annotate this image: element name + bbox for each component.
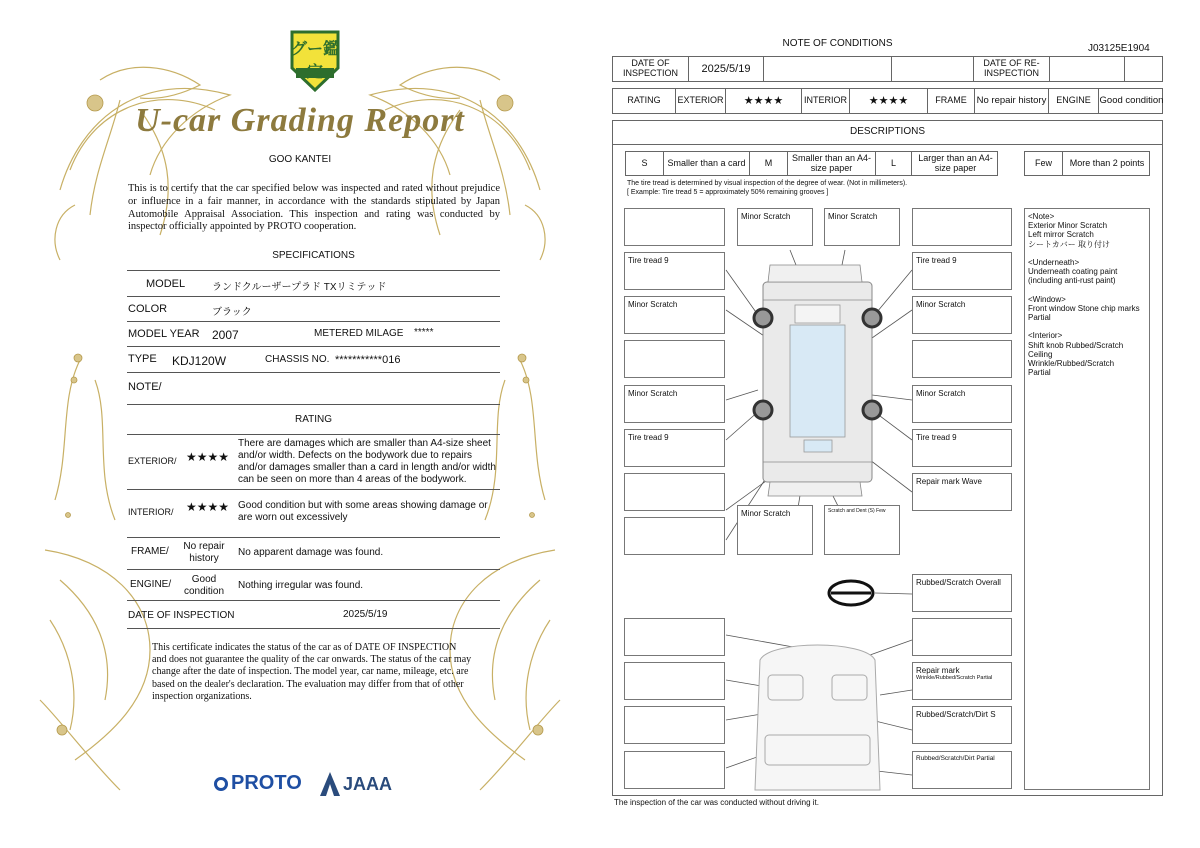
exterior-description: There are damages which are smaller than A4-size sheet and/or width. Defects on the bodywork due to repairs and/or damages smaller than a card in length and/or width can be seen on more than 4 areas of the bodywork.: [238, 438, 496, 485]
legend-m-desc: Smaller than an A4-size paper: [788, 152, 876, 175]
interior-stars: ★★★★: [850, 89, 928, 113]
color-value: ブラック: [212, 307, 252, 318]
ext-box-1: [624, 208, 725, 246]
exterior-label: EXTERIOR/: [128, 456, 177, 466]
ext-box-bottom-left: Minor Scratch: [737, 505, 813, 555]
chassis-label: CHASSIS NO.: [265, 354, 330, 365]
int-box-right-2-line2: Wrinkle/Rubbed/Scratch Partial: [916, 675, 993, 682]
engine-label: ENGINE: [1049, 89, 1099, 113]
ext-box-left-tire-rear: Tire tread 9: [624, 429, 725, 467]
legend-l: L: [876, 152, 912, 175]
specifications-heading: SPECIFICATIONS: [272, 250, 355, 261]
document-code: J03125E1904: [1088, 43, 1150, 54]
ext-box-left-6: [624, 473, 725, 511]
badge-text: グー鑑定: [290, 41, 339, 81]
color-label: COLOR: [128, 303, 168, 315]
ext-box-right-7: Repair mark Wave: [912, 473, 1012, 511]
conditions-title: NOTE OF CONDITIONS: [782, 38, 893, 49]
engine-value: Good condition: [183, 574, 225, 597]
notes-panel: <Note> Exterior Minor Scratch Left mirror Scratch シートカバー 取り付け <Underneath> Underneath coating paint (including anti-rust paint) <Window> Front window Stone chip marks Partial <Interior> Shift knob Rubbed/Scratch Ceiling Wrinkle/Rubbed/Scratch Partial: [1024, 208, 1150, 790]
intro-text: This is to certify that the car specified below was inspected and rated without prejudice or influence in a fair manner, in accordance with the standards stipulated by Japan Automobile Appraisal Association. This inspection and rating was conducted by inspector officially appointed by PROTO cooperation.: [128, 183, 500, 233]
int-box-left-3: [624, 706, 725, 744]
legend-s-desc: Smaller than a card: [664, 152, 750, 175]
note-of-conditions: [600, 0, 1200, 848]
jaaa-logo: [320, 772, 392, 796]
int-box-left-2: [624, 662, 725, 700]
engine-description: Nothing irregular was found.: [238, 580, 364, 591]
model-label: MODEL: [146, 278, 186, 290]
date-of-inspection-value: 2025/5/19: [689, 57, 764, 81]
frame-label: FRAME/: [131, 546, 169, 557]
ext-box-top-right: Minor Scratch: [824, 208, 900, 246]
frame-description: No apparent damage was found.: [238, 547, 384, 558]
certificate-footer: This certificate indicates the status of the car as of DATE OF INSPECTION and does not guarantee the quality of the car onwards. The status of the car may change after the date of inspection. The model year, car name, mileage, etc. are based on the dealer's declaration. The evaluation may differ from that of other inspection organizations.: [152, 642, 472, 702]
ext-box-bottom-right: Scratch and Dent (S) Few: [824, 505, 900, 555]
legend-m: M: [750, 152, 788, 175]
conditions-footer: The inspection of the car was conducted without driving it.: [614, 798, 819, 807]
metered-milage-label: METERED MILAGE: [314, 328, 404, 339]
goo-kantei-badge: [288, 30, 342, 92]
rating-label: RATING: [613, 89, 676, 113]
rating-heading: RATING: [294, 414, 333, 425]
int-box-right-4: Rubbed/Scratch/Dirt Partial: [912, 751, 1012, 789]
legend-few-desc: More than 2 points: [1069, 157, 1145, 168]
frame-value: No repair history: [975, 89, 1049, 113]
date-value: 2025/5/19: [343, 609, 388, 620]
ext-box-left-tire-front: Tire tread 9: [624, 252, 725, 290]
proto-logo-icon: [214, 777, 228, 791]
int-box-left-4: [624, 751, 725, 789]
int-box-left-1: [624, 618, 725, 656]
legend-s: S: [626, 152, 664, 175]
date-of-reinspection-label: DATE OF RE-INSPECTION: [974, 57, 1050, 81]
ext-box-2: [912, 208, 1012, 246]
report-subtitle: GOO KANTEI: [268, 154, 332, 165]
ext-box-right-4: Minor Scratch: [912, 385, 1012, 423]
engine-value: Good condition: [1099, 94, 1164, 106]
frame-label: FRAME: [928, 89, 975, 113]
ext-box-left-4: Minor Scratch: [624, 385, 725, 423]
note-label: NOTE/: [128, 381, 162, 393]
model-value: ランドクルーザープラド TXリミテッド: [212, 282, 387, 293]
engine-label: ENGINE/: [130, 579, 172, 590]
legend-few: Few: [1025, 152, 1063, 175]
interior-label: INTERIOR: [802, 89, 850, 113]
type-value: KDJ120W: [172, 354, 227, 368]
proto-logo-text: PROTO: [231, 772, 302, 794]
ext-box-left-2: Minor Scratch: [624, 296, 725, 334]
int-box-right-3: Rubbed/Scratch/Dirt S: [912, 706, 1012, 744]
int-box-right-2-line1: Repair mark: [916, 666, 960, 675]
ext-box-right-2: Minor Scratch: [912, 296, 1012, 334]
ext-box-left-7: [624, 517, 725, 555]
ext-box-left-3: [624, 340, 725, 378]
exterior-label: EXTERIOR: [676, 89, 726, 113]
legend-l-desc: Larger than an A4-size paper: [918, 152, 993, 173]
model-year-label: MODEL YEAR: [128, 328, 200, 340]
ext-box-top-left: Minor Scratch: [737, 208, 813, 246]
interior-label: INTERIOR/: [128, 507, 174, 517]
model-year-value: 2007: [212, 328, 239, 342]
date-of-inspection-label: DATE OF INSPECTION: [613, 57, 689, 81]
ext-box-right-tire-front: Tire tread 9: [912, 252, 1012, 290]
jaaa-logo-icon: [320, 772, 340, 796]
date-label: DATE OF INSPECTION: [128, 610, 235, 621]
interior-stars: ★★★★: [186, 500, 230, 514]
ext-box-right-3: [912, 340, 1012, 378]
exterior-stars: ★★★★: [186, 450, 230, 464]
exterior-stars: ★★★★: [726, 89, 802, 113]
chassis-value: ***********016: [335, 354, 401, 366]
type-label: TYPE: [128, 353, 157, 365]
frame-value: No repair history: [183, 541, 225, 564]
int-box-right-2: [912, 662, 1012, 700]
int-box-steering: Rubbed/Scratch Overall: [912, 574, 1012, 612]
ext-box-right-tire-rear: Tire tread 9: [912, 429, 1012, 467]
tire-note-2: [ Example: Tire tread 5 = approximately 50% remaining grooves ]: [627, 189, 829, 196]
interior-description: Good condition but with some areas showing damage or are worn out excessively: [238, 500, 488, 523]
descriptions-heading: DESCRIPTIONS: [849, 126, 925, 137]
metered-milage-value: *****: [414, 327, 434, 338]
report-title: U-car Grading Report: [135, 102, 465, 139]
int-box-right-1: [912, 618, 1012, 656]
proto-logo: [214, 772, 302, 795]
jaaa-logo-text: JAAA: [343, 773, 393, 794]
tire-note-1: The tire tread is determined by visual inspection of the degree of wear. (Not in millimeters).: [627, 180, 908, 187]
